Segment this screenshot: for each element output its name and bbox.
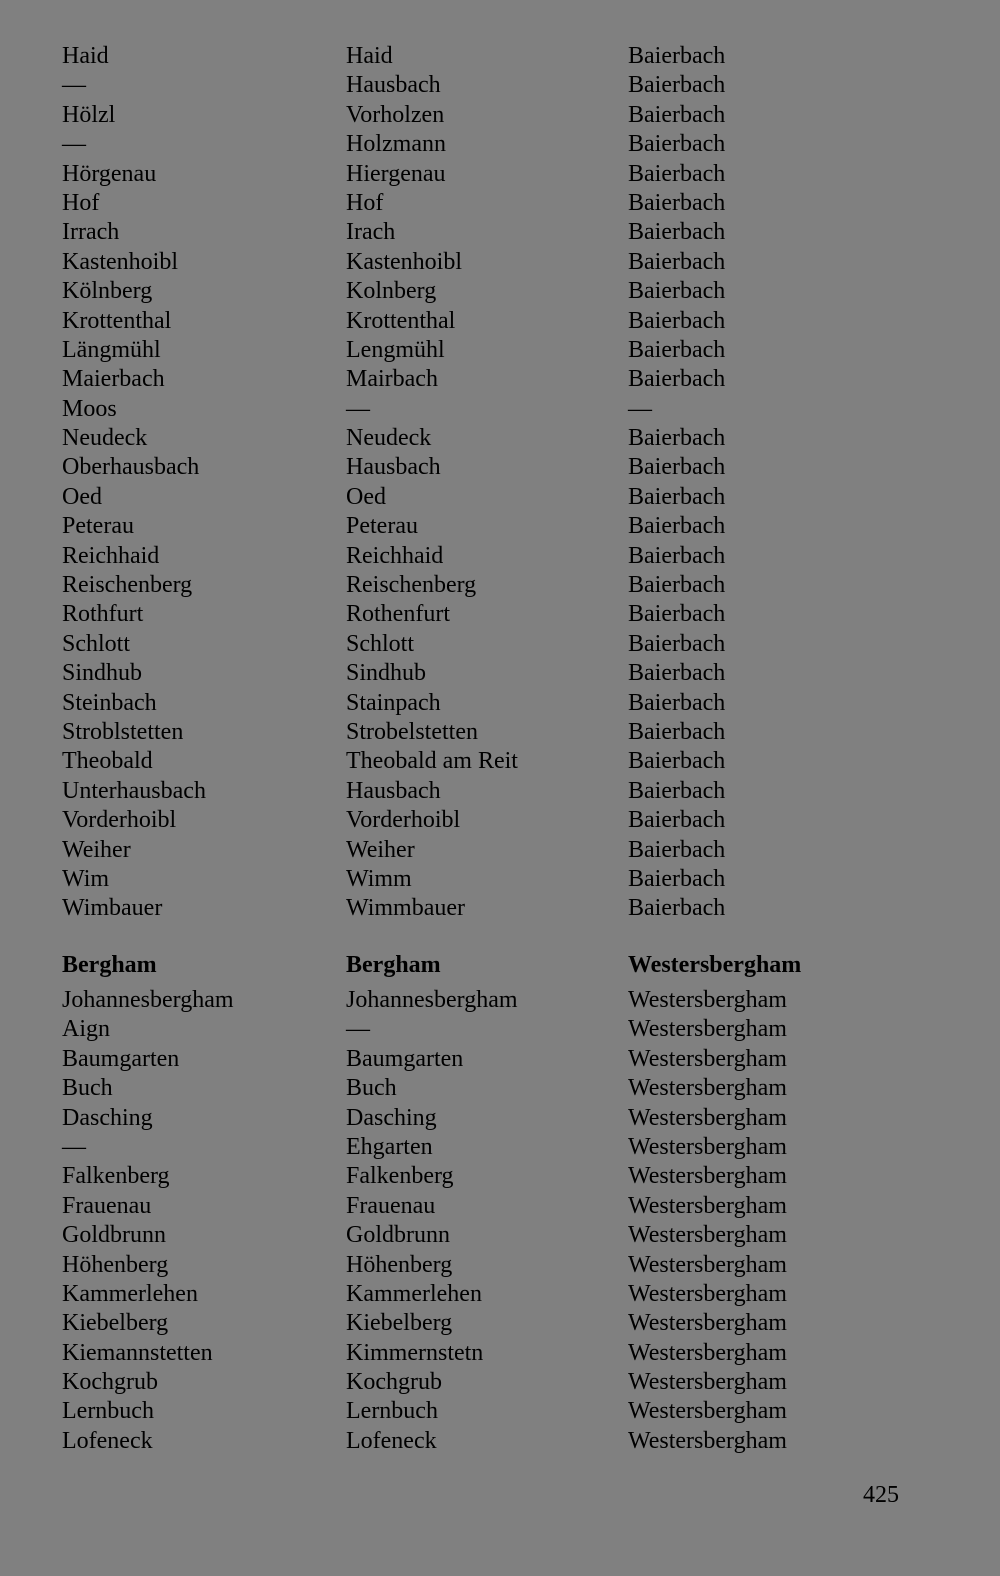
historic-name-cell: Reischenberg [346,572,477,599]
table-row [0,1251,1000,1280]
historic-name-cell: Reichhaid [346,542,444,569]
current-name-cell: Reichhaid [62,542,160,569]
table-row [0,453,1000,482]
table-row [0,894,1000,923]
historic-name-cell: Goldbrunn [346,1222,450,1249]
current-name-cell: Krottenthal [62,307,172,334]
table-row [0,1309,1000,1338]
parish-cell: Westersbergham [628,1075,787,1102]
current-name-cell: Sindhub [62,660,143,687]
parish-cell: Baierbach [628,542,726,569]
historic-name-cell: Ehgarten [346,1133,433,1160]
current-name-cell: Stroblstetten [62,718,184,745]
parish-cell: Baierbach [628,307,726,334]
current-name-cell: Reischenberg [62,572,193,599]
current-name-cell: Oberhausbach [62,454,200,481]
table-row [0,307,1000,336]
table-row [0,160,1000,189]
current-name-cell: Längmühl [62,336,161,363]
parish-cell: Baierbach [628,483,726,510]
current-name-cell: Neudeck [62,425,148,452]
current-name-cell: Peterau [62,513,134,540]
parish-cell: Westersbergham [628,1369,787,1396]
parish-cell: Westersbergham [628,1280,787,1307]
parish-cell: Baierbach [628,718,726,745]
current-name-cell: Unterhausbach [62,777,206,804]
historic-name-cell: Haid [346,43,393,69]
current-name-cell: Kochgrub [62,1369,158,1396]
current-name-cell: Kölnberg [62,278,153,305]
table-row [0,512,1000,541]
historic-name-cell: Irach [346,219,396,246]
parish-cell: Baierbach [628,689,726,716]
historic-name-cell: Weiher [346,836,415,863]
table-row [0,1427,1000,1456]
parish-cell: Westersbergham [628,1310,787,1337]
historic-name-cell: Hiergenau [346,160,446,187]
parish-cell: Baierbach [628,865,726,892]
table-row [0,718,1000,747]
parish-cell: Baierbach [628,454,726,481]
historic-name-cell: Kimmernstetn [346,1339,484,1366]
parish-cell: Baierbach [628,131,726,158]
parish-cell: Baierbach [628,836,726,863]
table-row [0,777,1000,806]
table-row [0,747,1000,776]
historic-name-cell: Oed [346,483,386,510]
parish-cell: Westersbergham [628,987,787,1013]
current-name-cell: Theobald [62,748,153,775]
table-row [0,365,1000,394]
parish-cell: Baierbach [628,278,726,305]
historic-name-cell: Hausbach [346,777,441,804]
table-row [0,395,1000,424]
table-row [0,1192,1000,1221]
parish-cell: Baierbach [628,101,726,128]
current-name-cell: — [62,131,86,158]
current-name-cell: Bergham [62,952,157,978]
historic-name-cell: Kiebelberg [346,1310,453,1337]
table-row [0,189,1000,218]
table-row [0,600,1000,629]
parish-cell: Westersbergham [628,1163,787,1190]
historic-name-cell: Falkenberg [346,1163,454,1190]
parish-cell: Westersbergham [628,1016,787,1043]
current-name-cell: Vorderhoibl [62,807,177,834]
parish-cell: Baierbach [628,219,726,246]
current-name-cell: Wim [62,865,110,892]
historic-name-cell: Kastenhoibl [346,248,462,275]
historic-name-cell: Dasching [346,1104,437,1131]
place-table-westersbergham [0,951,1000,1456]
historic-name-cell: Bergham [346,952,441,978]
historic-name-cell: — [346,1016,370,1043]
current-name-cell: Baumgarten [62,1045,180,1072]
table-row [0,218,1000,247]
table-row [0,1162,1000,1191]
historic-name-cell: Vorderhoibl [346,807,461,834]
table-row [0,986,1000,1015]
parish-cell: Baierbach [628,601,726,628]
parish-cell: Baierbach [628,777,726,804]
current-name-cell: Buch [62,1075,113,1102]
parish-cell: Baierbach [628,895,726,922]
historic-name-cell: Holzmann [346,131,446,158]
table-row [0,659,1000,688]
table-row [0,1339,1000,1368]
parish-cell: Baierbach [628,630,726,657]
table-row [0,1104,1000,1133]
table-row [0,542,1000,571]
current-name-cell: Johannesbergham [62,987,234,1013]
page-number: 425 [863,1482,899,1508]
historic-name-cell: Lengmühl [346,336,445,363]
historic-name-cell: Peterau [346,513,418,540]
historic-name-cell: Neudeck [346,425,432,452]
table-row [0,336,1000,365]
historic-name-cell: Theobald am Reit [346,748,518,775]
parish-cell: Baierbach [628,160,726,187]
historic-name-cell: Hof [346,189,384,216]
current-name-cell: Höhenberg [62,1251,169,1278]
parish-cell: Westersbergham [628,952,802,978]
parish-cell: Baierbach [628,572,726,599]
historic-name-cell: Kolnberg [346,278,437,305]
historic-name-cell: Wimmbauer [346,895,465,922]
historic-name-cell: Höhenberg [346,1251,453,1278]
current-name-cell: Kastenhoibl [62,248,178,275]
table-row [0,836,1000,865]
parish-cell: Westersbergham [628,1133,787,1160]
table-row [0,1074,1000,1103]
current-name-cell: Moos [62,395,117,422]
table-row [0,571,1000,600]
table-row [0,248,1000,277]
table-row [0,1221,1000,1250]
table-row [0,689,1000,718]
parish-cell: Baierbach [628,513,726,540]
table-row [0,483,1000,512]
parish-cell: Westersbergham [628,1427,787,1454]
current-name-cell: Maierbach [62,366,165,393]
historic-name-cell: Hausbach [346,454,441,481]
parish-cell: Baierbach [628,72,726,99]
parish-cell: Westersbergham [628,1222,787,1249]
current-name-cell: Wimbauer [62,895,163,922]
parish-cell: Baierbach [628,660,726,687]
table-row [0,1045,1000,1074]
parish-cell: Baierbach [628,43,726,69]
current-name-cell: Steinbach [62,689,157,716]
historic-name-cell: Hausbach [346,72,441,99]
table-row [0,1015,1000,1044]
parish-cell: Westersbergham [628,1192,787,1219]
current-name-cell: — [62,72,86,99]
historic-name-cell: Kammerlehen [346,1280,482,1307]
current-name-cell: — [62,1133,86,1160]
historic-name-cell: Strobelstetten [346,718,478,745]
historic-name-cell: Kochgrub [346,1369,442,1396]
parish-cell: Westersbergham [628,1398,787,1425]
current-name-cell: Frauenau [62,1192,152,1219]
current-name-cell: Kammerlehen [62,1280,198,1307]
historic-name-cell: Mairbach [346,366,438,393]
historic-name-cell: Baumgarten [346,1045,464,1072]
table-row [0,42,1000,71]
historic-name-cell: Schlott [346,630,415,657]
historic-name-cell: Rothenfurt [346,601,450,628]
table-row [0,630,1000,659]
historic-name-cell: Lofeneck [346,1427,437,1454]
current-name-cell: Hörgenau [62,160,157,187]
parish-cell: Baierbach [628,336,726,363]
table-row [0,424,1000,453]
current-name-cell: Irrach [62,219,120,246]
current-name-cell: Kiebelberg [62,1310,169,1337]
parish-cell: Westersbergham [628,1104,787,1131]
historic-name-cell: Stainpach [346,689,441,716]
table-row [0,806,1000,835]
historic-name-cell: Johannesbergham [346,987,518,1013]
table-row [0,1280,1000,1309]
table-row [0,71,1000,100]
historic-name-cell: Buch [346,1075,397,1102]
table-row [0,1133,1000,1162]
parish-cell: Baierbach [628,748,726,775]
current-name-cell: Haid [62,43,109,69]
parish-cell: Baierbach [628,807,726,834]
parish-cell: Westersbergham [628,1339,787,1366]
parish-cell: Baierbach [628,425,726,452]
current-name-cell: Rothfurt [62,601,144,628]
historic-name-cell: Krottenthal [346,307,456,334]
current-name-cell: Weiher [62,836,131,863]
table-row [0,130,1000,159]
current-name-cell: Goldbrunn [62,1222,166,1249]
parish-cell: — [628,395,652,422]
current-name-cell: Hof [62,189,100,216]
historic-name-cell: Frauenau [346,1192,436,1219]
table-row [0,101,1000,130]
current-name-cell: Oed [62,483,102,510]
section-header-row [0,951,1000,986]
parish-cell: Westersbergham [628,1045,787,1072]
table-row [0,865,1000,894]
current-name-cell: Dasching [62,1104,153,1131]
current-name-cell: Hölzl [62,101,116,128]
parish-cell: Westersbergham [628,1251,787,1278]
parish-cell: Baierbach [628,248,726,275]
current-name-cell: Lernbuch [62,1398,154,1425]
current-name-cell: Kiemannstetten [62,1339,213,1366]
parish-cell: Baierbach [628,366,726,393]
table-row [0,277,1000,306]
current-name-cell: Schlott [62,630,131,657]
table-row [0,1368,1000,1397]
place-table-baierbach [0,42,1000,924]
historic-name-cell: — [346,395,370,422]
historic-name-cell: Vorholzen [346,101,445,128]
historic-name-cell: Sindhub [346,660,427,687]
current-name-cell: Lofeneck [62,1427,153,1454]
table-row [0,1397,1000,1426]
historic-name-cell: Wimm [346,865,412,892]
parish-cell: Baierbach [628,189,726,216]
current-name-cell: Aign [62,1016,110,1043]
current-name-cell: Falkenberg [62,1163,170,1190]
historic-name-cell: Lernbuch [346,1398,438,1425]
